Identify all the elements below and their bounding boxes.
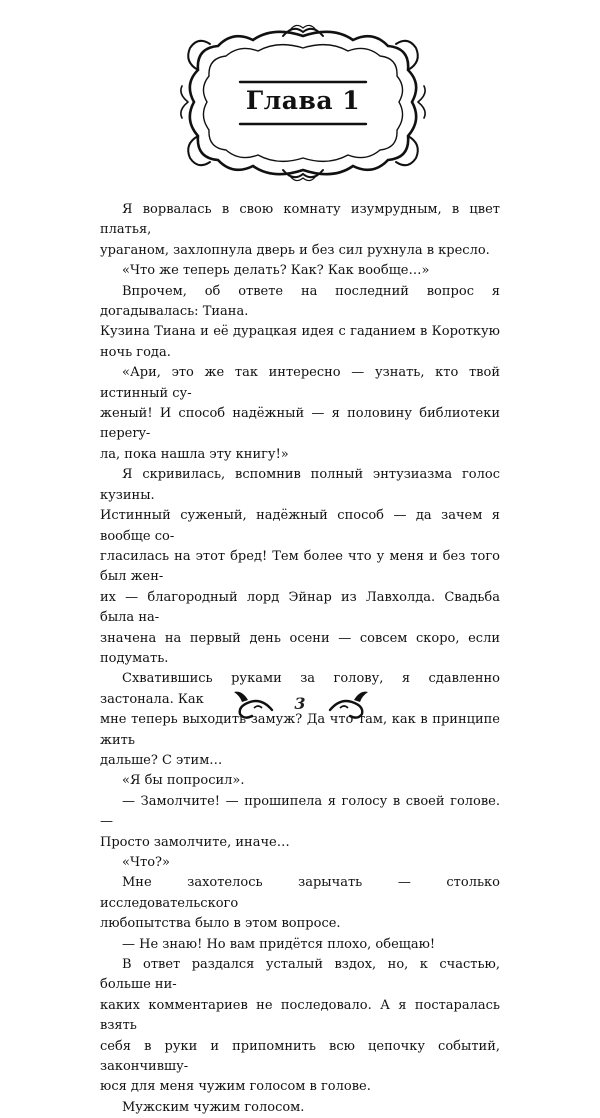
- text-line: «Ари, это же так интересно — узнать, кто твой истинный су-: [100, 365, 500, 401]
- text-line: «Что?»: [122, 855, 170, 870]
- text-line: В ответ раздался усталый вздох, но, к счастью, больше ни-: [100, 957, 500, 993]
- chapter-body: [100, 200, 500, 1118]
- text-line: Мне захотелось зарычать — столько исследовательского: [100, 875, 500, 911]
- right-swirl-ornament-icon: [326, 688, 370, 722]
- text-line: — Не знаю! Но вам придётся плохо, обещаю!: [122, 936, 436, 952]
- text-line: «Я бы попросил».: [122, 773, 245, 789]
- text-line: их — благородный лорд Эйнар из Лавхолда. Свадьба была на-: [100, 589, 500, 626]
- page-footer: [0, 688, 600, 724]
- text-line: — Замолчите! — прошипела я голосу в своей голове. —: [100, 793, 500, 830]
- text-line: «Что же теперь делать? Как? Как вообще…»: [122, 263, 430, 279]
- text-line: Истинный суженый, надёжный способ — да зачем я вообще со-: [100, 508, 500, 544]
- text-line: Я ворвалась в свою комнату изумрудным, в цвет платья,: [100, 202, 500, 238]
- text-line: любопытства было в этом вопросе.: [100, 916, 341, 932]
- text-line: Схватившись руками за голову, я сдавленно застонала. Как: [100, 671, 500, 707]
- chapter-title: Глава 1: [245, 86, 361, 115]
- text-line: женый! И способ надёжный — я половину библиотеки перery-: [100, 406, 500, 442]
- text-line: значена на первый день осени — совсем скоро, если подумать.: [100, 630, 500, 666]
- text-line: юся для меня чужим голосом в голове.: [100, 1079, 371, 1095]
- page-number: 3: [294, 694, 306, 713]
- text-line: Мужским чужим голосом.: [122, 1099, 305, 1115]
- text-line: гласилась на этот бред! Тем более что у меня и без того был жен-: [100, 548, 500, 585]
- text-line: себя в руки и припомнить всю цепочку событий, закончившу-: [100, 1038, 500, 1075]
- text-line: Я скривилась, вспомнив полный энтузиазма голос кузины.: [100, 467, 500, 503]
- text-line: мне теперь выходить замуж? Да что там, как в принципе жить: [100, 712, 500, 748]
- text-line: дальше? С этим…: [100, 752, 223, 768]
- chapter-heading-frame: [178, 24, 428, 184]
- text-line: каких комментариев не последовало. А я постаралась взять: [100, 997, 500, 1034]
- text-line: Впрочем, об ответе на последний вопрос я догадывалась: Тиана.: [100, 283, 500, 320]
- text-line: Просто замолчите, иначе…: [100, 834, 290, 850]
- text-line: ла, пока нашла эту книгу!»: [100, 446, 289, 462]
- text-line: ураганом, захлопнула дверь и без сил рухнула в кресло.: [100, 242, 490, 258]
- text-line: Кузина Тиана и её дурацкая идея с гаданием в Короткую ночь года.: [100, 324, 500, 360]
